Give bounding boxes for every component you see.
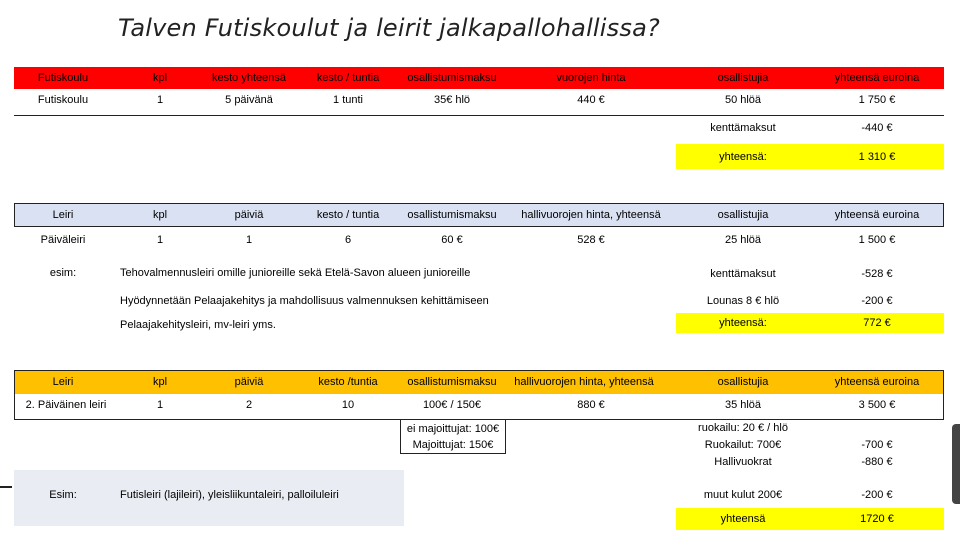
table2-fee-value: -528 € (861, 268, 893, 280)
table1-cell-name: Futiskoulu (37, 94, 89, 106)
table3-header-fee: osallistumismaksu (407, 376, 497, 388)
table1-cell-kpl: 1 (156, 94, 164, 106)
table3-example-text: Futisleiri (lajileiri), yleisliikuntaleiri, palloiluleiri (120, 489, 339, 501)
table2-cell-name: Päiväleiri (40, 234, 86, 246)
table1-header-participants: osallistujia (717, 72, 769, 84)
table2-note-2: Hyödynnetään Pelaajakehitys ja mahdollisuus valmennuksen kehittämiseen (120, 295, 489, 307)
table3-cell-kpl: 1 (156, 399, 164, 411)
table1-header-name: Futiskoulu (37, 72, 89, 84)
left-edge-stroke (0, 486, 12, 488)
table1-header-duration-total: kesto yhteensä (212, 72, 286, 84)
table2-header-fee: osallistumismaksu (407, 209, 497, 221)
table3-header-hours: kesto /tuntia (318, 376, 378, 388)
table1-cell-fee: 35€ hlö (433, 94, 471, 106)
table3-cell-fee: 100€ / 150€ (422, 399, 482, 411)
table3-example-label: Esim: (49, 489, 77, 501)
table1-fee-label: kenttämaksut (710, 122, 776, 134)
table3-food-value-2: -880 € (861, 456, 893, 468)
table3-header-name: Leiri (52, 376, 74, 388)
table3-fee-note-2: Majoittujat: 150€ (412, 438, 494, 451)
table2-cell-hours: 6 (344, 234, 352, 246)
table3-total-label: yhteensä (720, 513, 766, 525)
table2-total-label: yhteensä: (719, 317, 767, 329)
table1-header-slot-price: vuorojen hinta (556, 72, 626, 84)
table2-header-hall-price: hallivuorojen hinta, yhteensä (521, 209, 661, 221)
table3-cell-participants: 35 hlöä (724, 399, 762, 411)
table2-total-value: 772 € (863, 317, 891, 329)
table2-fee-label: kenttämaksut (710, 268, 776, 280)
table1-cell-total-eur: 1 750 € (858, 94, 896, 106)
right-edge-tab (952, 424, 960, 504)
table2-header-hours: kesto / tuntia (316, 209, 380, 221)
table2-example-label: esim: (49, 267, 77, 279)
table1-header-total-eur: yhteensä euroina (834, 72, 920, 84)
table2-header-total-eur: yhteensä euroina (834, 209, 920, 221)
table2-header-days: päiviä (234, 209, 264, 221)
table3-food-note-3: Hallivuokrat (714, 456, 772, 468)
table3-other-value: -200 € (861, 489, 893, 501)
table1-header-fee: osallistumismaksu (407, 72, 497, 84)
table1-header-kpl: kpl (152, 72, 168, 84)
table3-cell-days: 2 (245, 399, 253, 411)
table3-fee-note-1: ei majoittujat: 100€ (406, 422, 500, 435)
table3-total-value: 1720 € (860, 513, 894, 525)
table2-cell-days: 1 (245, 234, 253, 246)
table3-other-label: muut kulut 200€ (703, 489, 783, 501)
table3-cell-total-eur: 3 500 € (858, 399, 896, 411)
table1-cell-duration-total: 5 päivänä (225, 94, 273, 106)
table3-food-note-2: Ruokailut: 700€ (704, 439, 782, 451)
table3-cell-hours: 10 (341, 399, 355, 411)
table2-lunch-value: -200 € (861, 295, 893, 307)
table1-cell-hours: 1 tunti (333, 94, 363, 106)
table2-header-participants: osallistujia (717, 209, 769, 221)
table2-cell-fee: 60 € (441, 234, 463, 246)
table3-header-hall-price: hallivuorojen hinta, yhteensä (514, 376, 654, 388)
table1-cell-participants: 50 hlöä (724, 94, 762, 106)
table2-header-kpl: kpl (152, 209, 168, 221)
table3-food-value-1: -700 € (861, 439, 893, 451)
table3-header-days: päiviä (234, 376, 264, 388)
table3-cell-name: 2. Päiväinen leiri (25, 399, 107, 411)
table2-note-1: Tehovalmennusleiri omille junioreille sekä Etelä-Savon alueen junioreille (120, 267, 471, 279)
table2-cell-participants: 25 hlöä (724, 234, 762, 246)
page-title: Talven Futiskoulut ja leirit jalkapallohallissa? (118, 14, 660, 42)
table3-header-kpl: kpl (152, 376, 168, 388)
table1-cell-slot-price: 440 € (577, 94, 605, 106)
table1-total-label: yhteensä: (719, 150, 767, 163)
table2-cell-total-eur: 1 500 € (858, 234, 896, 246)
table3-header-total-eur: yhteensä euroina (834, 376, 920, 388)
table2-header-name: Leiri (52, 209, 74, 221)
table3-header-participants: osallistujia (717, 376, 769, 388)
table1-header-hours: kesto / tuntia (316, 72, 380, 84)
table1-total-value: 1 310 € (858, 150, 896, 163)
table3-food-note-1: ruokailu: 20 € / hlö (698, 422, 788, 434)
table2-lunch-label: Lounas 8 € hlö (706, 295, 780, 307)
table2-cell-kpl: 1 (156, 234, 164, 246)
table2-note-3: Pelaajakehitysleiri, mv-leiri yms. (120, 319, 276, 331)
table2-cell-hall-price: 528 € (577, 234, 605, 246)
table1-fee-value: -440 € (861, 122, 893, 134)
table1-border (14, 67, 944, 116)
table3-cell-hall-price: 880 € (577, 399, 605, 411)
